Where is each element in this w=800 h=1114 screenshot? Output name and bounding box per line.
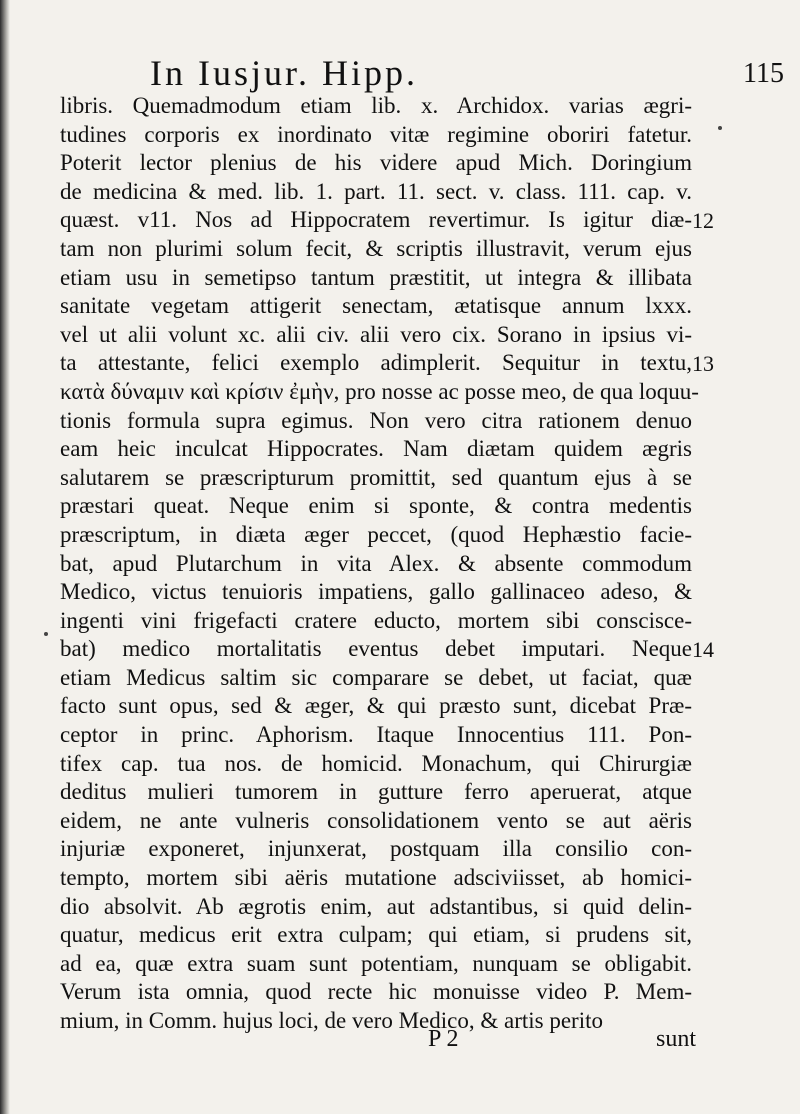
- text-line: sanitate vegetam attigerit senectam, ætatisque annum lxxx.: [60, 293, 692, 319]
- text-line: libris. Quemadmodum etiam lib. x. Archidox. varias ægri-: [60, 93, 692, 118]
- text-line: vel ut alii volunt xc. alii civ. alii vero cix. Sorano in ipsius vi-: [60, 321, 692, 347]
- text-line: κατὰ δύναμιν καὶ κρίσιν ἐμὴν, pro nosse ac posse meo, de qua loquu-: [60, 378, 699, 404]
- text-line: tifex cap. tua nos. de homicid. Monachum, qui Chirurgiæ: [60, 750, 692, 776]
- paper-speck: [718, 126, 722, 130]
- text-line: Medico, victus tenuioris impatiens, gallo gallinaceo adeso, &: [60, 579, 692, 605]
- text-line: Verum ista omnia, quod recte hic monuisse video P. Mem-: [60, 979, 692, 1005]
- body-text: [60, 92, 699, 1036]
- running-head: In Iusjur. Hipp.: [150, 53, 418, 93]
- paper-speck: [44, 632, 48, 636]
- text-line: bat, apud Plutarchum in vita Alex. & absente commodum: [60, 550, 692, 576]
- text-line: eidem, ne ante vulneris consolidationem vento se aut aëris: [60, 807, 692, 833]
- text-line: dio absolvit. Ab ægrotis enim, aut adstantibus, si quid delin-: [60, 893, 692, 919]
- catchword: sunt: [656, 1026, 697, 1052]
- text-line: tudines corporis ex inordinato vitæ regimine oboriri fatetur.: [60, 121, 692, 147]
- text-line: ta attestante, felici exemplo adimplerit. Sequitur in textu,: [60, 350, 692, 376]
- text-line: ingenti vini frigefacti cratere educto, mortem sibi consciscе-: [60, 607, 692, 633]
- text-line: salutarem se præscripturum promittit, sed quantum ejus à se: [60, 464, 692, 490]
- text-line: tempto, mortem sibi aëris mutatione adsciviisset, ab homici-: [60, 865, 692, 891]
- text-line: facto sunt opus, sed & æger, & qui præsto sunt, dicebat Præ-: [60, 693, 692, 719]
- text-line: deditus mulieri tumorem in gutture ferro aperuerat, atque: [60, 779, 692, 805]
- margin-note: 13: [692, 351, 714, 377]
- text-line: etiam usu in semetipso tantum præstitit, ut integra & illibata: [60, 264, 692, 290]
- text-line: præscriptum, in diæta æger peccet, (quod Hephæstio facie-: [60, 521, 692, 547]
- text-line: de medicina & med. lib. 1. part. 11. sect. v. class. 111. cap. v.: [60, 178, 692, 204]
- text-line: eam heic inculcat Hippocrates. Nam diætam quidem ægris: [60, 436, 692, 462]
- page-number: 115: [743, 58, 784, 89]
- text-line: ceptor in princ. Aphorism. Itaque Innocentius 111. Pon-: [60, 722, 692, 748]
- text-line: etiam Medicus saltim sic comparare se debet, ut faciat, quæ: [60, 664, 692, 690]
- text-line: injuriæ exponeret, injunxerat, postquam illa consilio con-: [60, 836, 692, 862]
- text-line: quatur, medicus erit extra culpam; qui etiam, si prudens sit,: [60, 922, 692, 948]
- text-line: ad ea, quæ extra suam sunt potentiam, nunquam se obligabit.: [60, 950, 692, 976]
- text-line: tionis formula supra egimus. Non vero citra rationem denuo: [60, 407, 692, 433]
- text-line: præstari queat. Neque enim si sponte, & contra medentis: [60, 493, 692, 519]
- margin-note: 14: [692, 637, 714, 663]
- text-line: mium, in Comm. hujus loci, de vero Medico, & artis perito: [60, 1008, 603, 1033]
- text-line: Poterit lector plenius de his videre apud Mich. Doringium: [60, 150, 692, 176]
- signature-mark: P 2: [428, 1026, 459, 1052]
- text-line: quæst. v11. Nos ad Hippocratem revertimur. Is igitur diæ-: [60, 207, 692, 233]
- margin-note: 12: [692, 208, 714, 234]
- text-line: bat) medico mortalitatis eventus debet imputari. Neque: [60, 636, 692, 662]
- text-line: tam non plurimi solum fecit, & scriptis illustravit, verum ejus: [60, 235, 692, 261]
